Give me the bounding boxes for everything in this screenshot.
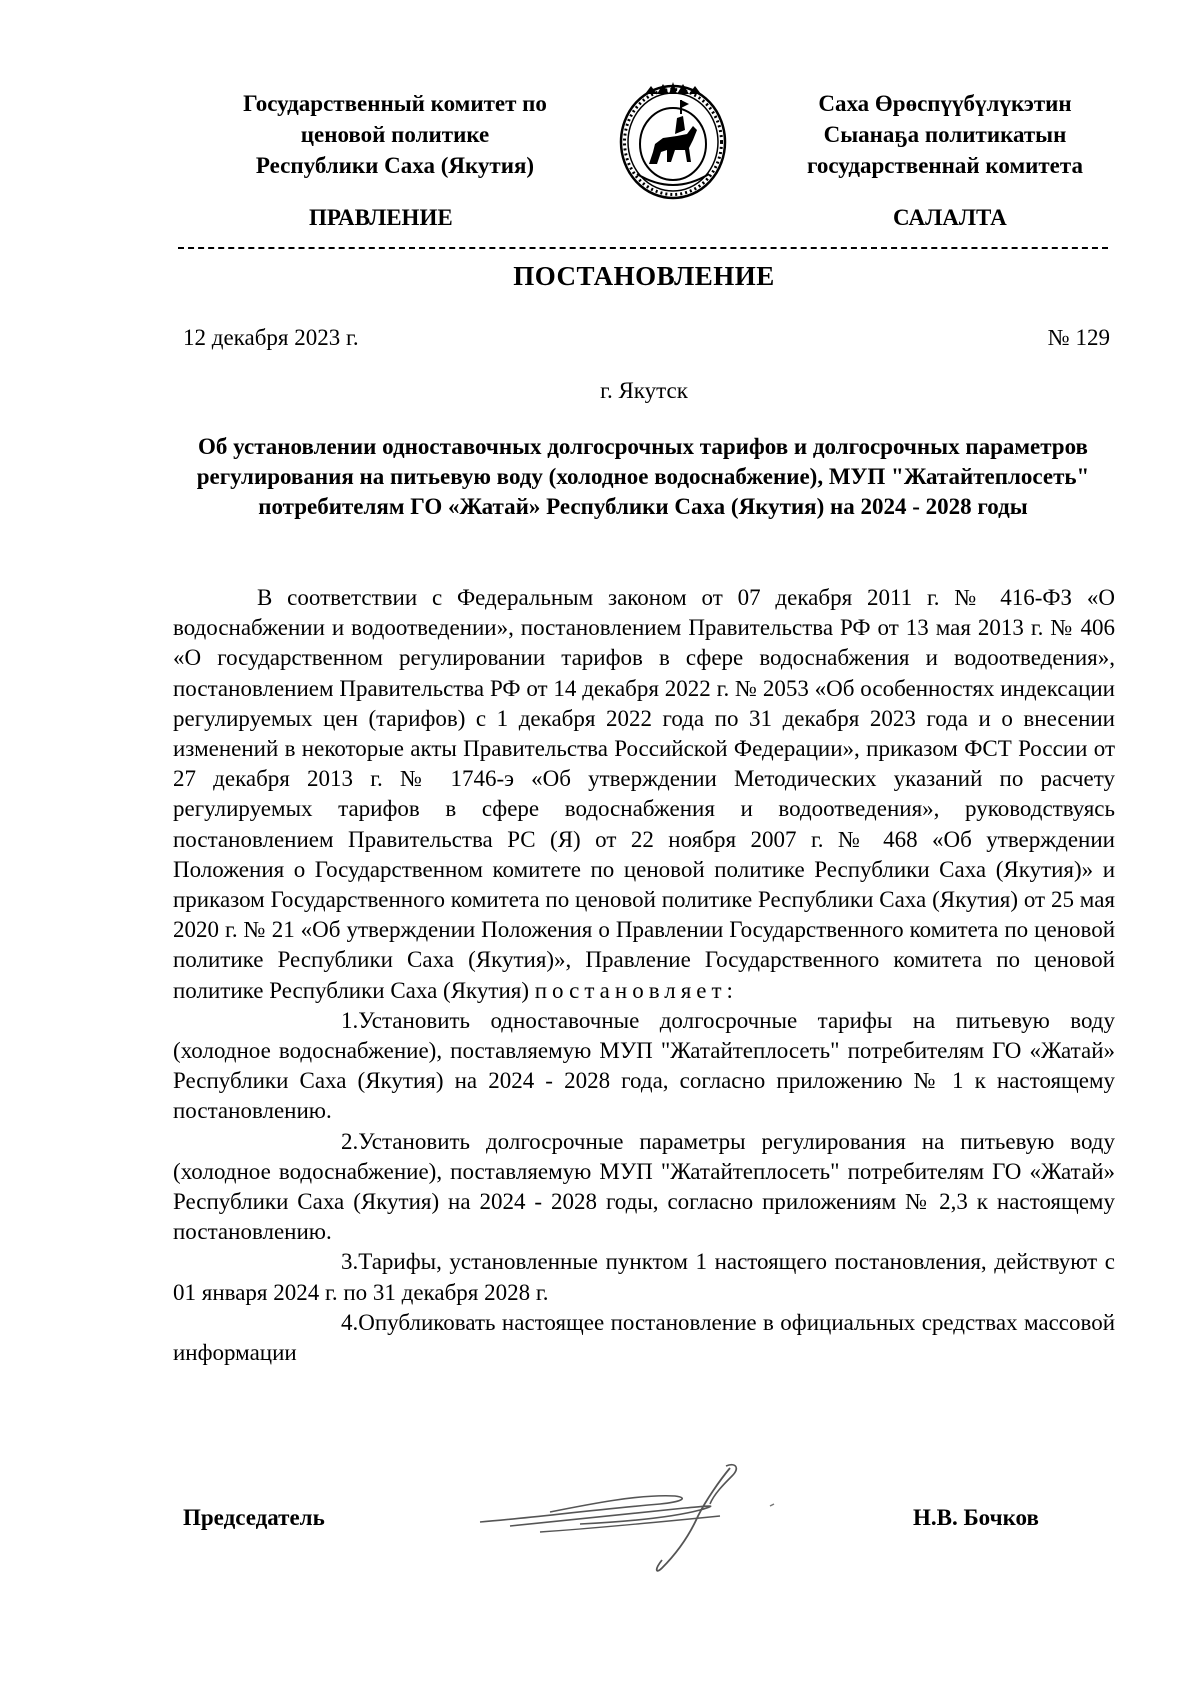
document-title: ПОСТАНОВЛЕНИЕ bbox=[513, 261, 775, 291]
item-number: 4. bbox=[341, 1309, 359, 1335]
item-text: Установить долгосрочные параметры регулирования на питьевую воду (холодное водоснабжение), поставляемую МУП "Жатайтеплосеть" потребителям ГО «Жатай» Республики Саха (Якутия) на 2024 - 2028 годы, согласно приложениям № 2,3 к настоящему постановлению. bbox=[173, 1128, 1115, 1245]
header-left-line: Республики Саха (Якутия) bbox=[255, 153, 535, 178]
header-left-line: Государственный комитет по bbox=[243, 91, 547, 116]
header-right-line: Саха Өрөспүүбүлүкэтин bbox=[818, 91, 1072, 116]
preamble-paragraph bbox=[173, 583, 1115, 1006]
document-number: № 129 bbox=[1047, 325, 1110, 350]
board-label-ru: ПРАВЛЕНИЕ bbox=[309, 205, 453, 230]
board-label-sah: САЛАЛТА bbox=[893, 205, 1007, 230]
resolution-item bbox=[173, 1127, 1115, 1248]
document-body bbox=[173, 583, 1115, 1368]
header-committee-ru bbox=[195, 88, 595, 181]
resolution-item bbox=[173, 1308, 1115, 1368]
resolution-item bbox=[173, 1006, 1115, 1127]
header-divider bbox=[178, 247, 1108, 249]
item-number: 3. bbox=[341, 1249, 359, 1275]
resolution-item bbox=[173, 1247, 1115, 1307]
document-date: 12 декабря 2023 г. bbox=[183, 325, 359, 350]
item-text: Тарифы, установленные пунктом 1 настоящего постановления, действуют с 01 января 2024 г. по 31 декабря 2028 г. bbox=[173, 1249, 1115, 1305]
item-text: Установить одноставочные долгосрочные тарифы на питьевую воду (холодное водоснабжение), поставляемую МУП "Жатайтеплосеть" потребителям ГО «Жатай» Республики Саха (Якутия) на 2024 - 2028 года, согласно приложению № 1 к настоящему постановлению. bbox=[173, 1007, 1115, 1124]
document-city: г. Якутск bbox=[600, 378, 688, 403]
signatory-position: Председатель bbox=[183, 1505, 325, 1530]
signatory-name: Н.В. Бочков bbox=[913, 1505, 1039, 1530]
document-subject: Об установлении одноставочных долгосрочных тарифов и долгосрочных параметров регулирования на питьевую воду (холодное водоснабжение), МУП "Жатайтеплосеть" потребителям ГО «Жатай» Республики Саха (Якутия) на 2024 - 2028 годы bbox=[196, 434, 1090, 519]
item-text: Опубликовать настоящее постановление в официальных средствах массовой информации bbox=[173, 1309, 1115, 1366]
item-number: 2. bbox=[341, 1128, 359, 1154]
item-number: 1. bbox=[341, 1007, 359, 1033]
header-right-line: Сыанаҕа политикатын bbox=[823, 122, 1067, 147]
header-left-line: ценовой политике bbox=[300, 122, 490, 147]
preamble-text: В соответствии с Федеральным законом от 07 декабря 2011 г. № 416-ФЗ «О водоснабжении и водоотведении», постановлением Правительства РФ от 13 мая 2013 г. № 406 «О государственном регулировании тарифов в сфере водоснабжения и водоотведения», постановлением Правительства РФ от 14 декабря 2022 г. № 2053 «Об особенностях индексации регулируемых цен (тарифов) с 1 декабря 2022 года по 31 декабря 2023 года и о внесении изменений в некоторые акты Правительства Российской Федерации», приказом ФСТ России от 27 декабря 2013 г. № 1746-э «Об утверждении Методических указаний по расчету регулируемых тарифов в сфере водоснабжения и водоотведения», руководствуясь постановлением Правительства РС (Я) от 22 ноября 2007 г. № 468 «Об утверждении Положения о Государственном комитете по ценовой политике Республики Саха (Якутия)» и приказом Государственного комитета по ценовой политике Республики Саха (Якутия) от 25 мая 2020 г. № 21 «Об утверждении Положения о Правлении Государственного комитета по ценовой политике Республики Саха (Якутия)», Правление Государственного комитета по ценовой политике Республики Саха (Якутия) bbox=[173, 585, 1115, 1003]
coat-of-arms-icon bbox=[617, 78, 730, 203]
header-committee-sah bbox=[785, 88, 1105, 181]
resolves-text: постановляет: bbox=[534, 977, 738, 1003]
signature-icon bbox=[470, 1460, 800, 1580]
header-right-line: государственнай комитета bbox=[807, 153, 1083, 178]
